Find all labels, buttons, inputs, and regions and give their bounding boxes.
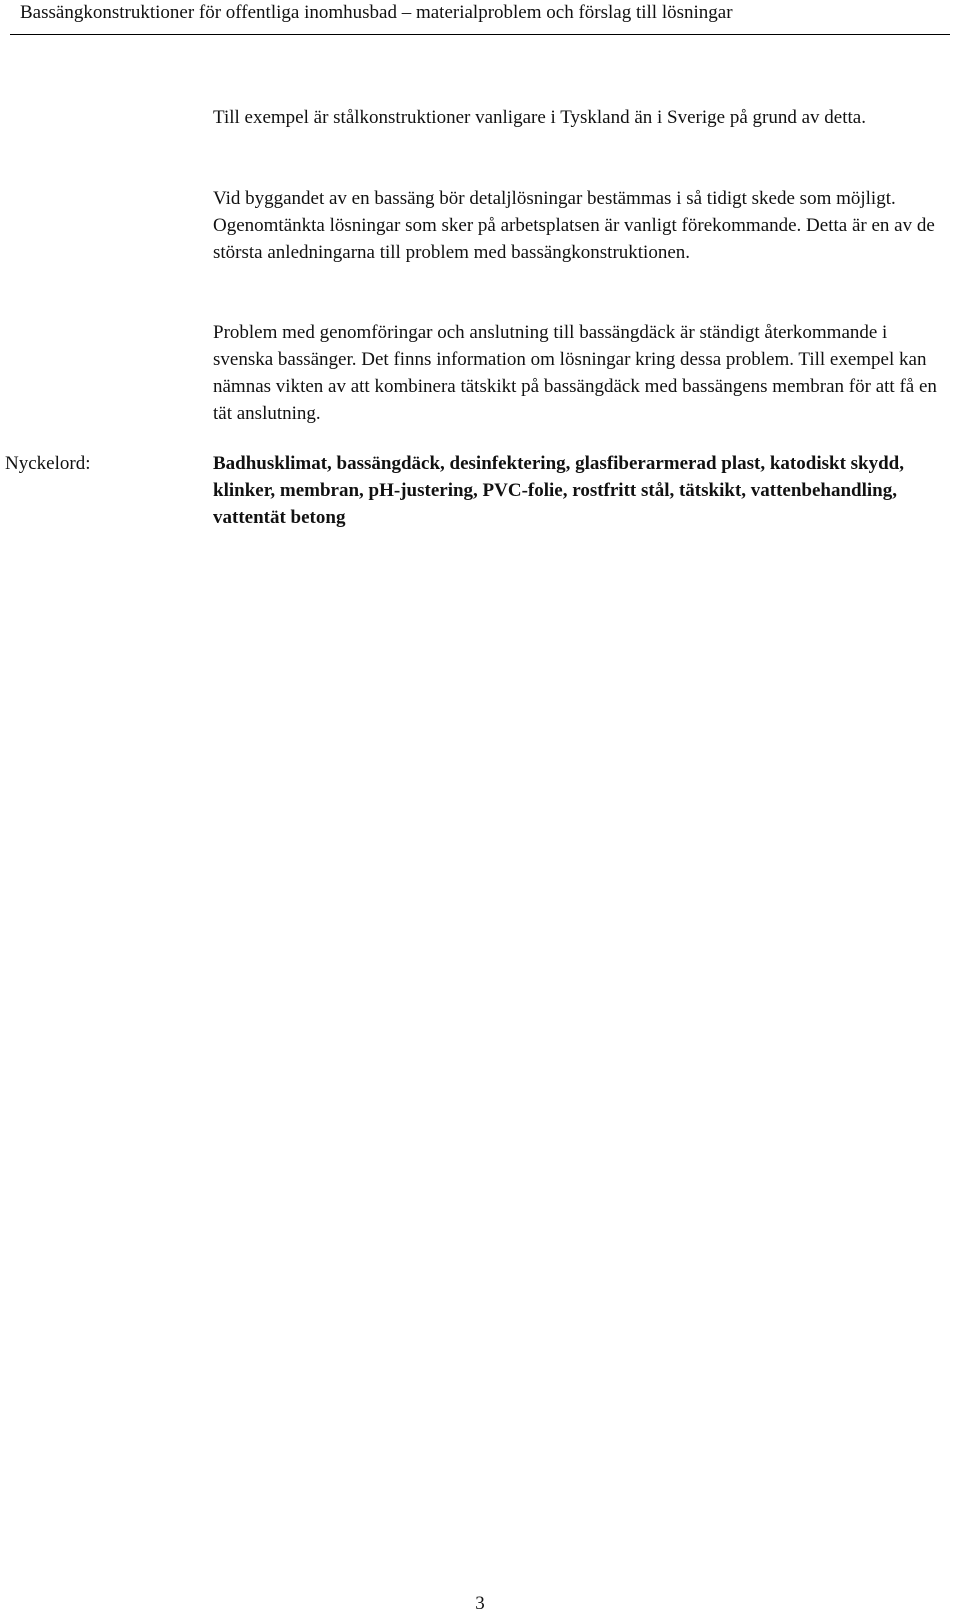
running-header — [10, 0, 950, 35]
keywords-label: Nyckelord: — [5, 453, 91, 474]
body-paragraph-2: Vid byggandet av en bassäng bör detaljlösningar bestämmas i så tidigt skede som möjligt. Ogenomtänkta lösningar som sker på arbetsplatsen är vanligt förekommande. Detta är en av de största anledningarna till problem med bassängkonstruktionen. — [213, 188, 935, 263]
keywords-list: Badhusklimat, bassängdäck, desinfektering, glasfiberarmerad plast, katodiskt skydd, klinker, membran, pH-justering, PVC-folie, rostfritt stål, tätskikt, vattenbehandling, vattentät betong — [213, 453, 904, 528]
body-paragraph-1: Till exempel är stålkonstruktioner vanligare i Tyskland än i Sverige på grund av detta. — [213, 107, 866, 128]
page-number: 3 — [475, 1593, 485, 1614]
document-title: Bassängkonstruktioner för offentliga inomhusbad – materialproblem och förslag till lösningar — [20, 2, 733, 23]
body-paragraph-3: Problem med genomföringar och anslutning till bassängdäck är ständigt återkommande i svenska bassänger. Det finns information om lösningar kring dessa problem. Till exempel kan nämnas vikten av att kombinera tätskikt på bassängdäck med bassängens membran för att få en tät anslutning. — [213, 322, 937, 424]
